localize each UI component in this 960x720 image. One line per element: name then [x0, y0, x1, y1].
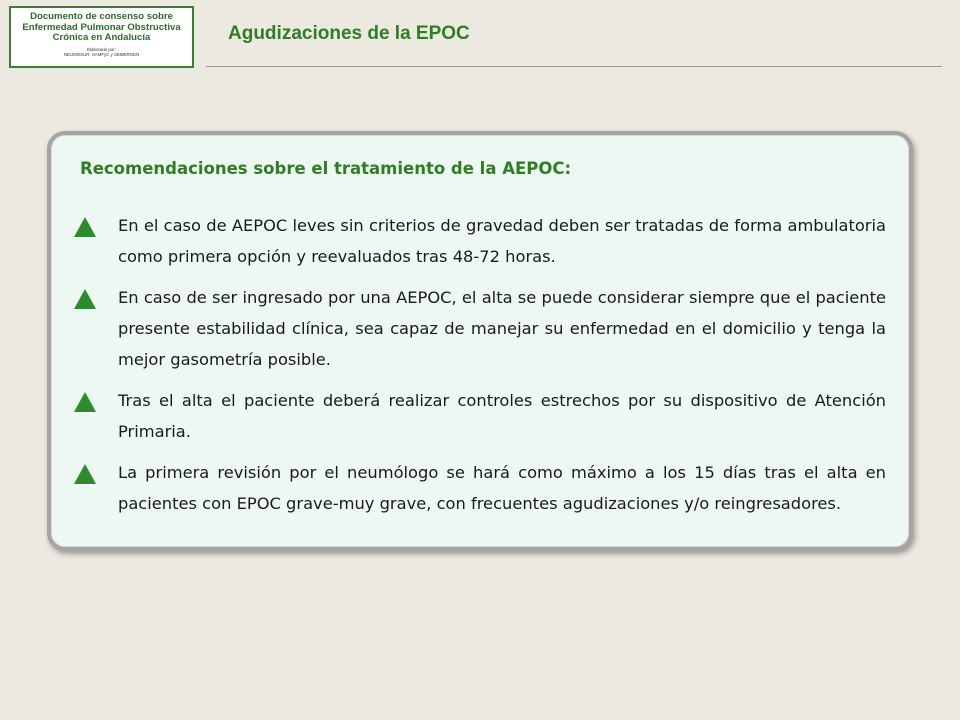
card-title: Recomendaciones sobre el tratamiento de la AEPOC:: [80, 159, 572, 178]
list-item-text: En el caso de AEPOC leves sin criterios de gravedad deben ser tratadas de forma ambulatoria como primera opción y reevaluados tras 48-72 horas.: [118, 216, 886, 266]
list-item: [74, 282, 886, 375]
header-divider: [206, 66, 942, 67]
list-item-text: Tras el alta el paciente deberá realizar controles estrechos por su dispositivo de Atención Primaria.: [118, 391, 886, 441]
logo-title: [11, 12, 192, 44]
recommendations-list: [74, 210, 886, 529]
consensus-logo: [9, 6, 194, 68]
list-item: [74, 385, 886, 447]
logo-subtitle: [11, 47, 192, 57]
list-item: [74, 457, 886, 519]
triangle-bullet-icon: [74, 289, 96, 309]
logo-subtitle-line: NEUMOSUR, SAMFyC y SEMERGEN: [63, 51, 140, 57]
logo-subtitle-line: Elaborado por:: [87, 46, 116, 52]
logo-title-line: Documento de consenso sobre: [30, 11, 173, 22]
logo-title-line: Crónica en Andalucía: [52, 32, 151, 43]
triangle-bullet-icon: [74, 217, 96, 237]
logo-title-line: Enfermedad Pulmonar Obstructiva: [22, 21, 181, 33]
list-item-text: En caso de ser ingresado por una AEPOC, el alta se puede considerar siempre que el paciente presente estabilidad clínica, sea capaz de manejar su enfermedad en el domicilio y tenga la mejor gasometría posible.: [118, 288, 886, 369]
page-title: Agudizaciones de la EPOC: [228, 23, 470, 44]
list-item-text: La primera revisión por el neumólogo se hará como máximo a los 15 días tras el alta en pacientes con EPOC grave-muy grave, con frecuentes agudizaciones y/o reingresadores.: [118, 463, 886, 513]
triangle-bullet-icon: [74, 392, 96, 412]
list-item: [74, 210, 886, 272]
triangle-bullet-icon: [74, 464, 96, 484]
